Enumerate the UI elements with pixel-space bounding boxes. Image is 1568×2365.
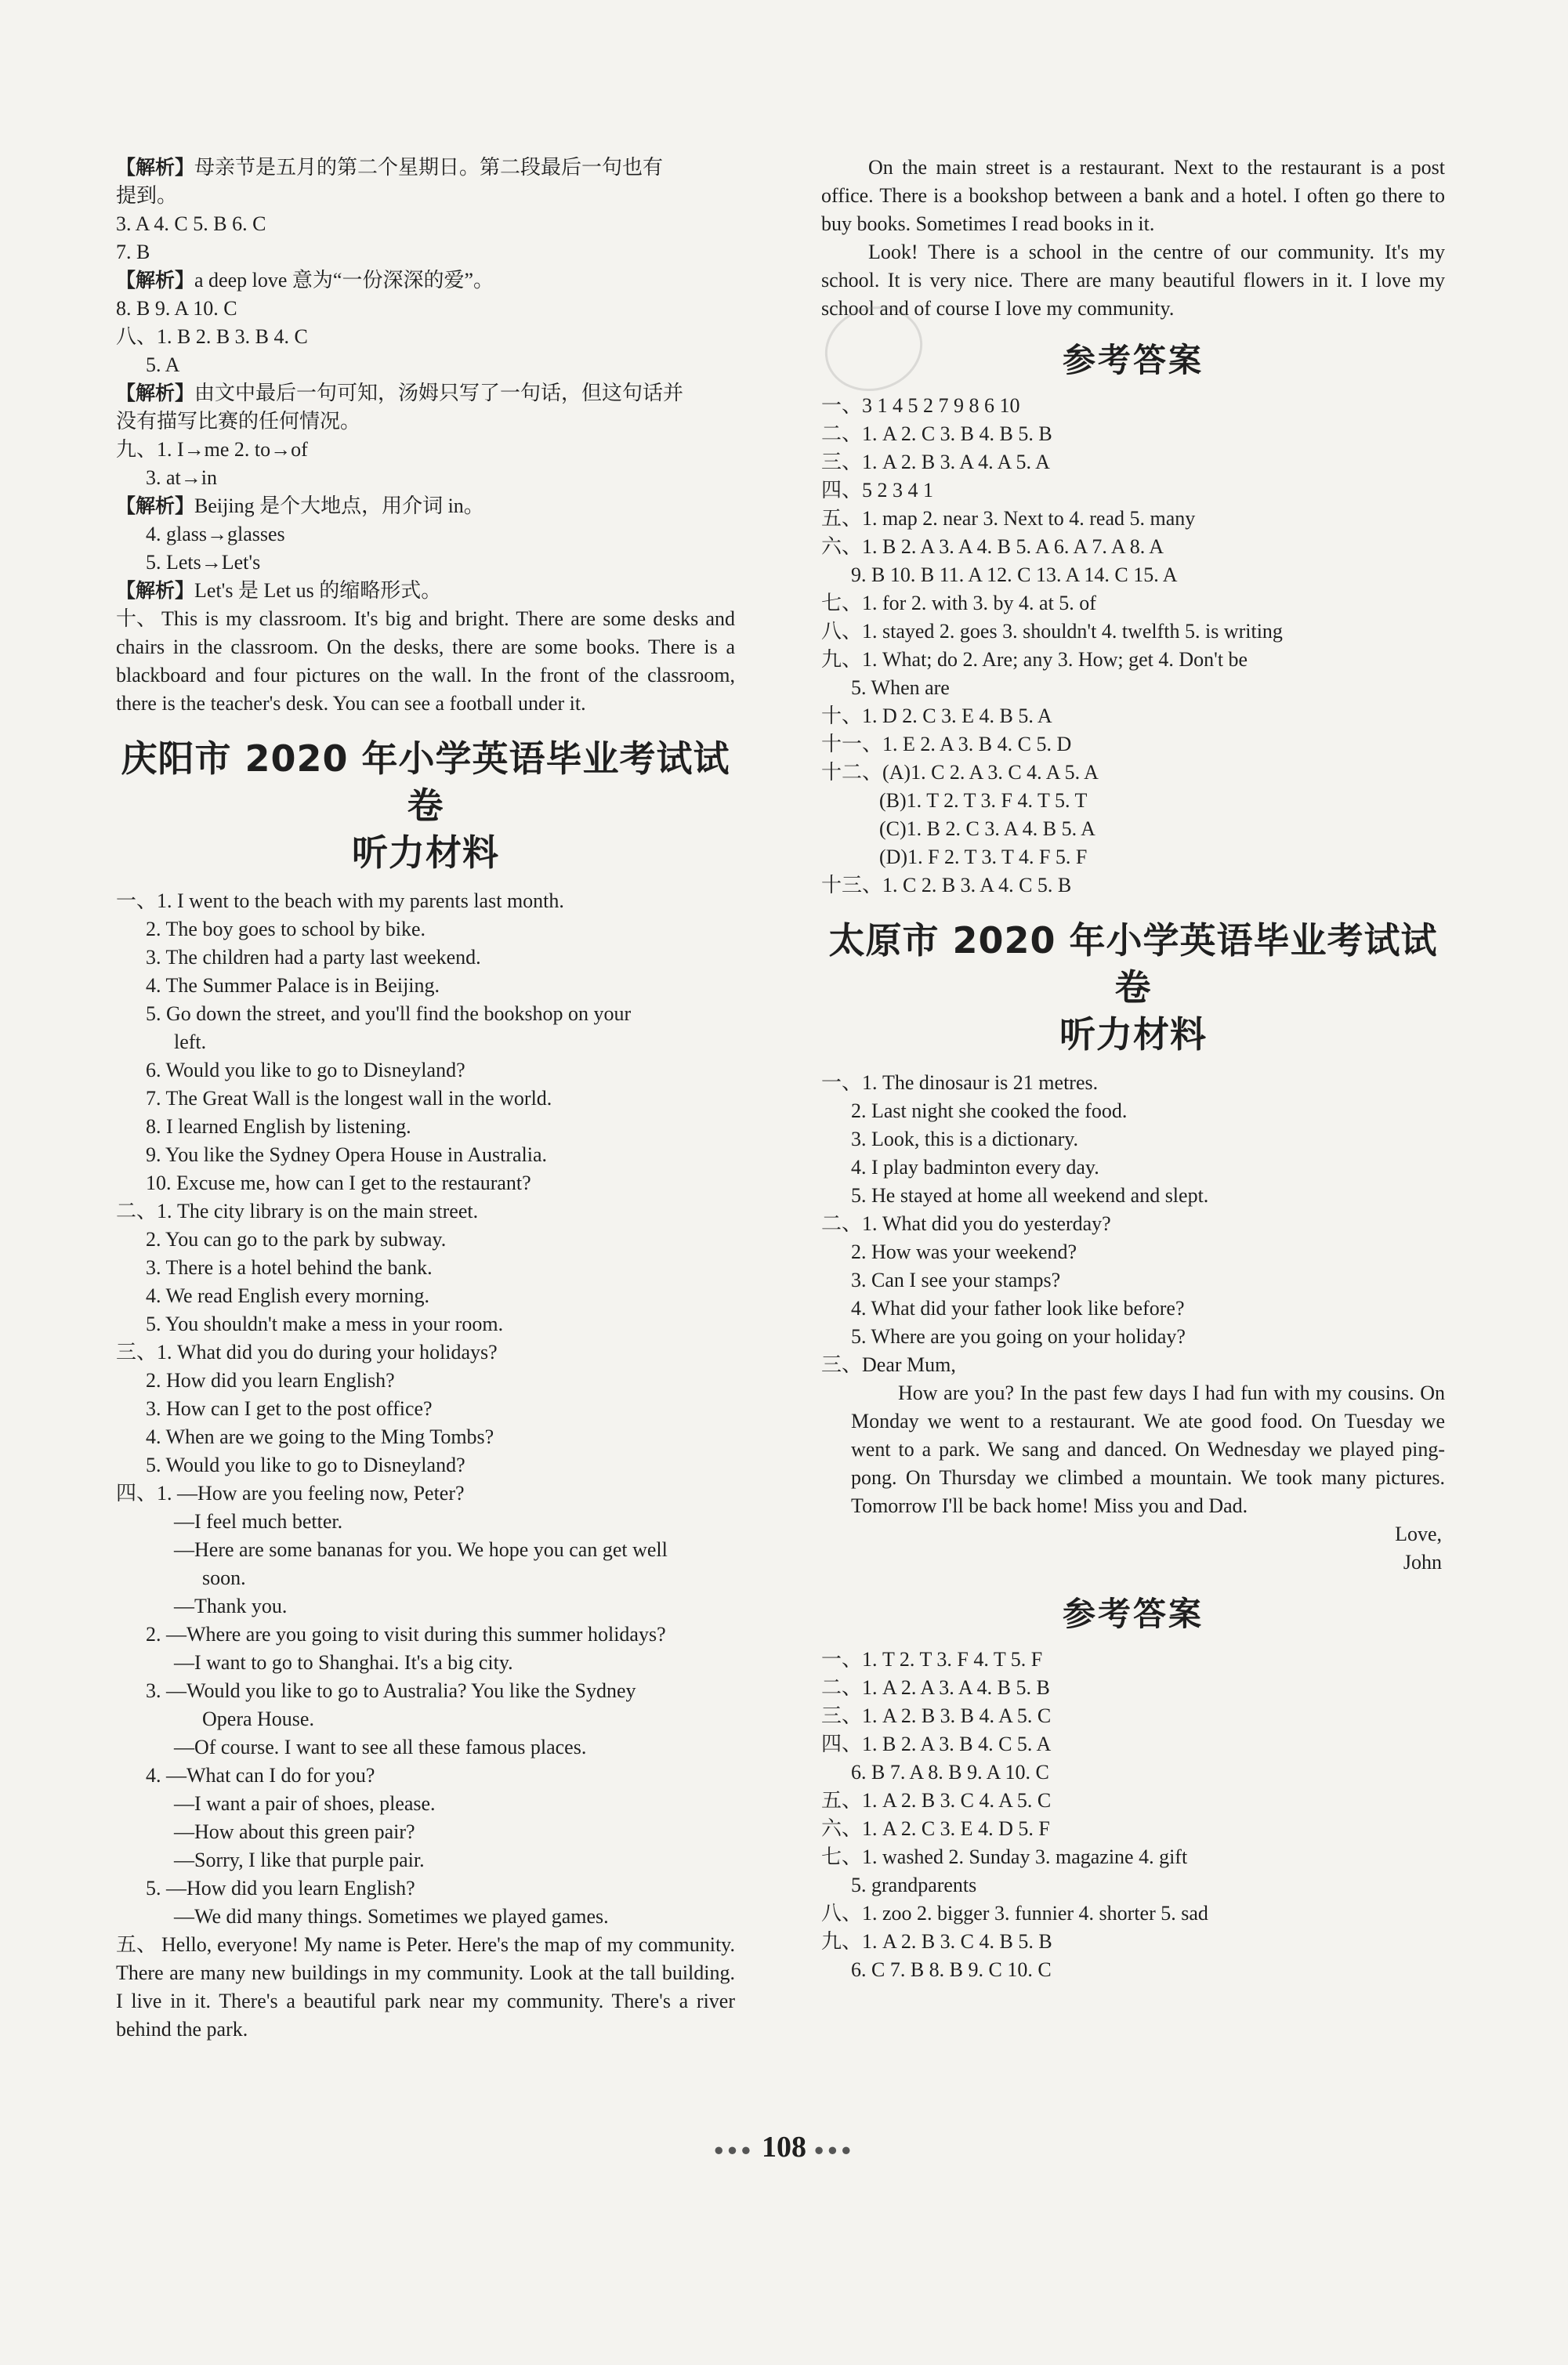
dots-decoration-icon: ●●● bbox=[813, 2139, 855, 2160]
answer-line: 三、1. A 2. B 3. A 4. A 5. A bbox=[821, 451, 1050, 473]
dialogue-line: —How about this green pair? bbox=[174, 1820, 415, 1843]
right-column bbox=[821, 154, 1445, 1984]
left-column bbox=[116, 154, 735, 2044]
listening-line: left. bbox=[174, 1030, 207, 1053]
dialogue-line: —Of course. I want to see all these famous places. bbox=[174, 1736, 587, 1758]
dialogue-line: 3. —Would you like to go to Australia? You like the Sydney bbox=[146, 1679, 636, 1702]
answer-line: 一、3 1 4 5 2 7 9 8 6 10 bbox=[821, 394, 1020, 417]
answer-line: 四、1. B 2. A 3. B 4. C 5. A bbox=[821, 1733, 1052, 1755]
listening-line: 4. I play badminton every day. bbox=[851, 1156, 1099, 1179]
analysis-note: 【解析】Let's 是 Let us 的缩略形式。 bbox=[116, 579, 442, 602]
answer-line: 十三、1. C 2. B 3. A 4. C 5. B bbox=[821, 874, 1072, 896]
analysis-note: 【解析】由文中最后一句可知，汤姆只写了一句话，但这句话并 bbox=[116, 382, 684, 404]
answer-line: 三、1. A 2. B 3. B 4. A 5. C bbox=[821, 1704, 1052, 1727]
listening-line: 4. We read English every morning. bbox=[146, 1284, 430, 1307]
dialogue-line: 2. —Where are you going to visit during this summer holidays? bbox=[146, 1623, 666, 1646]
listening-line: 4. When are we going to the Ming Tombs? bbox=[146, 1425, 494, 1448]
answers-title: 参考答案 bbox=[1062, 341, 1204, 379]
answer-line: 九、1. What; do 2. Are; any 3. How; get 4. Don't be bbox=[821, 648, 1248, 671]
dialogue-line: 四、1. —How are you feeling now, Peter? bbox=[116, 1482, 465, 1505]
analysis-marker: 【解析】 bbox=[116, 156, 195, 179]
paragraph: Look! There is a school in the centre of our community. It's my school. It is very nice. There are many beautiful flowers in it. I love my school and of course I love my community. bbox=[821, 241, 1445, 320]
answer-line: 六、1. A 2. C 3. E 4. D 5. F bbox=[821, 1817, 1050, 1840]
analysis-note: 【解析】母亲节是五月的第二个星期日。第二段最后一句也有 bbox=[116, 156, 664, 179]
listening-line: 一、1. The dinosaur is 21 metres. bbox=[821, 1071, 1099, 1094]
answers-title: 参考答案 bbox=[1062, 1595, 1204, 1633]
dialogue-line: 4. —What can I do for you? bbox=[146, 1764, 375, 1787]
answer-line: 4. glass→glasses bbox=[146, 523, 285, 545]
listening-line: 10. Excuse me, how can I get to the restaurant? bbox=[146, 1172, 531, 1194]
answer-line: 四、5 2 3 4 1 bbox=[821, 479, 934, 502]
text-line: 提到。 bbox=[116, 184, 178, 207]
answer-line: 九、1. A 2. B 3. C 4. B 5. B bbox=[821, 1930, 1052, 1953]
section-subtitle: 听力材料 bbox=[352, 831, 499, 874]
analysis-marker: 【解析】 bbox=[116, 579, 195, 602]
dialogue-line: —I want to go to Shanghai. It's a big city. bbox=[174, 1651, 513, 1674]
dialogue-line: —I feel much better. bbox=[174, 1510, 343, 1533]
answer-line: 5. When are bbox=[851, 676, 950, 699]
listening-line: 一、1. I went to the beach with my parents last month. bbox=[116, 889, 564, 912]
dialogue-line: Opera House. bbox=[202, 1708, 314, 1730]
answer-line: 5. grandparents bbox=[851, 1874, 977, 1896]
analysis-marker: 【解析】 bbox=[116, 494, 195, 517]
paragraph-text: This is my classroom. It's big and bright. There are some desks and chairs in the classroom. On the desks, there are some books. There is a blackboard and four pictures on the wall. In the front of the classroom, there is the teacher's desk. You can see a football under it. bbox=[116, 607, 735, 715]
listening-line: 三、1. What did you do during your holidays? bbox=[116, 1341, 498, 1364]
listening-line: 二、1. The city library is on the main street. bbox=[116, 1200, 479, 1222]
answer-line: 五、1. A 2. B 3. C 4. A 5. C bbox=[821, 1789, 1052, 1812]
answer-line: 八、1. zoo 2. bigger 3. funnier 4. shorter 5. sad bbox=[821, 1902, 1208, 1925]
page-number-text: 108 bbox=[762, 2131, 806, 2164]
dialogue-line: 5. —How did you learn English? bbox=[146, 1877, 415, 1900]
listening-line: 3. The children had a party last weekend. bbox=[146, 946, 481, 969]
listening-line: 3. How can I get to the post office? bbox=[146, 1397, 433, 1420]
answer-line: 十、1. D 2. C 3. E 4. B 5. A bbox=[821, 704, 1052, 727]
listening-line: 5. You shouldn't make a mess in your room. bbox=[146, 1313, 504, 1335]
answer-line: 6. C 7. B 8. B 9. C 10. C bbox=[851, 1958, 1052, 1981]
page-number bbox=[0, 2130, 1568, 2164]
section-5-paragraph bbox=[116, 1931, 735, 2044]
listening-line: 2. How was your weekend? bbox=[851, 1240, 1077, 1263]
listening-line: 2. Last night she cooked the food. bbox=[851, 1099, 1128, 1122]
listening-line: 4. What did your father look like before? bbox=[851, 1297, 1185, 1320]
paragraph: On the main street is a restaurant. Next to the restaurant is a post office. There is a bookshop between a bank and a hotel. I often go there to buy books. Sometimes I read books in it. bbox=[821, 156, 1445, 235]
section-title: 太原市 2020 年小学英语毕业考试试卷 bbox=[828, 919, 1438, 1009]
analysis-marker: 【解析】 bbox=[116, 269, 195, 292]
listening-line: 6. Would you like to go to Disneyland? bbox=[146, 1059, 465, 1081]
answer-line: 3. at→in bbox=[146, 466, 217, 489]
listening-line: 5. Would you like to go to Disneyland? bbox=[146, 1454, 465, 1476]
text-line: 没有描写比赛的任何情况。 bbox=[116, 410, 361, 433]
listening-line: 5. Go down the street, and you'll find the bookshop on your bbox=[146, 1002, 632, 1025]
answer-line: 二、1. A 2. C 3. B 4. B 5. B bbox=[821, 422, 1052, 445]
listening-line: 3. Can I see your stamps? bbox=[851, 1269, 1061, 1291]
answer-line: (D)1. F 2. T 3. T 4. F 5. F bbox=[879, 846, 1088, 868]
answer-line: 八、1. B 2. B 3. B 4. C bbox=[116, 325, 308, 348]
letter-body: How are you? In the past few days I had fun with my cousins. On Monday we went to a restaurant. We ate good food. On Tuesday we went to a park. We sang and danced. On Wednesday we played ping-pong. On Thursday we climbed a mountain. We took many pictures. Tomorrow I'll be back home! Miss you and Dad. bbox=[851, 1382, 1445, 1517]
analysis-marker: 【解析】 bbox=[116, 382, 195, 404]
answer-line: 7. B bbox=[116, 241, 150, 263]
answer-line: 十一、1. E 2. A 3. B 4. C 5. D bbox=[821, 733, 1072, 755]
listening-line: 3. Look, this is a dictionary. bbox=[851, 1128, 1079, 1150]
letter-greeting: 三、Dear Mum, bbox=[821, 1353, 956, 1376]
answer-line: 8. B 9. A 10. C bbox=[116, 297, 237, 320]
answer-line: 十二、(A)1. C 2. A 3. C 4. A 5. A bbox=[821, 761, 1099, 784]
listening-line: 3. There is a hotel behind the bank. bbox=[146, 1256, 433, 1279]
listening-line: 5. He stayed at home all weekend and slept. bbox=[851, 1184, 1209, 1207]
dots-decoration-icon: ●●● bbox=[713, 2139, 755, 2160]
answer-line: 3. A 4. C 5. B 6. C bbox=[116, 212, 266, 235]
answer-line: 六、1. B 2. A 3. A 4. B 5. A 6. A 7. A 8. A bbox=[821, 535, 1164, 558]
letter-closing: Love, bbox=[1395, 1523, 1442, 1545]
answer-line: 5. Lets→Let's bbox=[146, 551, 261, 574]
paragraph-text: Hello, everyone! My name is Peter. Here's the map of my community. There are many new buildings in my community. Look at the tall building. I live in it. There's a beautiful park near my community. There's a river behind the park. bbox=[116, 1933, 735, 2041]
section-label: 十、 bbox=[116, 607, 158, 630]
listening-line: 2. You can go to the park by subway. bbox=[146, 1228, 447, 1251]
answer-line: 5. A bbox=[146, 353, 180, 376]
section-subtitle: 听力材料 bbox=[1059, 1013, 1207, 1056]
dialogue-line: —Here are some bananas for you. We hope you can get well bbox=[174, 1538, 668, 1561]
answer-line: 9. B 10. B 11. A 12. C 13. A 14. C 15. A bbox=[851, 563, 1178, 586]
listening-line: 2. How did you learn English? bbox=[146, 1369, 395, 1392]
analysis-note: 【解析】Beijing 是个大地点，用介词 in。 bbox=[116, 494, 484, 517]
analysis-note: 【解析】a deep love 意为“一份深深的爱”。 bbox=[116, 269, 494, 292]
dialogue-line: —Sorry, I like that purple pair. bbox=[174, 1849, 425, 1871]
section-10-paragraph bbox=[116, 605, 735, 718]
section-label: 五、 bbox=[116, 1933, 158, 1956]
listening-line: 2. The boy goes to school by bike. bbox=[146, 918, 425, 940]
listening-line: 9. You like the Sydney Opera House in Australia. bbox=[146, 1143, 548, 1166]
answer-line: (B)1. T 2. T 3. F 4. T 5. T bbox=[879, 789, 1088, 812]
section-title: 庆阳市 2020 年小学英语毕业考试试卷 bbox=[121, 737, 730, 827]
listening-line: 4. The Summer Palace is in Beijing. bbox=[146, 974, 440, 997]
listening-line: 二、1. What did you do yesterday? bbox=[821, 1212, 1111, 1235]
answer-line: 二、1. A 2. A 3. A 4. B 5. B bbox=[821, 1676, 1050, 1699]
answer-line: 一、1. T 2. T 3. F 4. T 5. F bbox=[821, 1648, 1043, 1671]
answer-line: 五、1. map 2. near 3. Next to 4. read 5. many bbox=[821, 507, 1196, 530]
listening-line: 7. The Great Wall is the longest wall in the world. bbox=[146, 1087, 552, 1110]
answer-line: 八、1. stayed 2. goes 3. shouldn't 4. twelfth 5. is writing bbox=[821, 620, 1283, 643]
dialogue-line: soon. bbox=[202, 1566, 246, 1589]
answer-line: 九、1. I→me 2. to→of bbox=[116, 438, 308, 461]
dialogue-line: —We did many things. Sometimes we played games. bbox=[174, 1905, 609, 1928]
answer-line: (C)1. B 2. C 3. A 4. B 5. A bbox=[879, 817, 1095, 840]
dialogue-line: —Thank you. bbox=[174, 1595, 288, 1617]
answer-line: 七、1. for 2. with 3. by 4. at 5. of bbox=[821, 592, 1096, 614]
dialogue-line: —I want a pair of shoes, please. bbox=[174, 1792, 436, 1815]
letter-signature: John bbox=[1403, 1551, 1442, 1574]
answer-line: 七、1. washed 2. Sunday 3. magazine 4. gift bbox=[821, 1845, 1188, 1868]
listening-line: 8. I learned English by listening. bbox=[146, 1115, 411, 1138]
listening-line: 5. Where are you going on your holiday? bbox=[851, 1325, 1186, 1348]
answer-line: 6. B 7. A 8. B 9. A 10. C bbox=[851, 1761, 1049, 1784]
